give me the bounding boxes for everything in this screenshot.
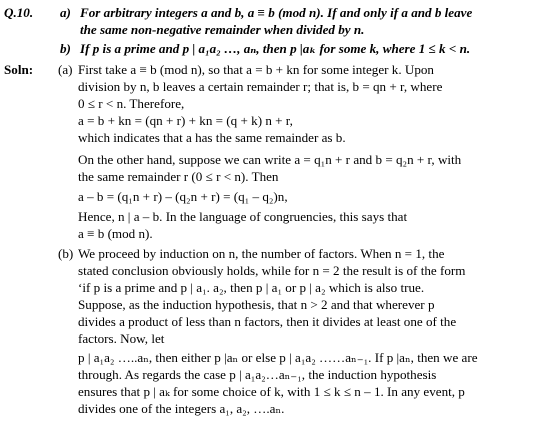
part-b-label: b) <box>60 41 71 56</box>
solution-a-line: On the other hand, suppose we can write a = q₁n + r and b = q₂n + r, with <box>78 152 462 167</box>
solution-b-line: divides one of the integers a₁, a₂, ….aₙ. <box>78 401 285 416</box>
solution-a-line: the same remainder r (0 ≤ r < n). Then <box>78 169 279 184</box>
solution-b-line: through. As regards the case p | a₁a₂…aₙ₋₁, the induction hypothesis <box>78 367 437 382</box>
solution-b-label: (b) <box>58 246 74 261</box>
question-b-line-1: If p is a prime and p | a₁a₂ …, aₙ, then p |aₖ for some k, where 1 ≤ k < n. <box>80 41 471 56</box>
solution-a-line: Hence, n | a – b. In the language of congruencies, this says that <box>78 209 408 224</box>
solution-a-line: which indicates that a has the same remainder as b. <box>78 130 346 145</box>
solution-b-line: ‘if p is a prime and p | a₁. a₂, then p | a₁ or p | a₂ which is also true. <box>78 280 425 295</box>
solution-b-line: stated conclusion obviously holds, while for n = 2 the result is of the form <box>78 263 466 278</box>
solution-b-line: We proceed by induction on n, the number of factors. When n = 1, the <box>78 246 445 261</box>
solution-a-line: a – b = (q₁n + r) – (q₂n + r) = (q₁ – q₂)n, <box>78 189 288 204</box>
solution-a-line: a = b + kn = (qn + r) + kn = (q + k) n + r, <box>78 113 293 128</box>
part-a-label: a) <box>60 5 71 20</box>
question-number: Q.10. <box>4 5 34 20</box>
solution-b-line: factors. Now, let <box>78 331 165 346</box>
question-a-line-1: For arbitrary integers a and b, a ≡ b (mod n). If and only if a and b leave <box>80 5 473 20</box>
solution-a-line: 0 ≤ r < n. Therefore, <box>78 96 185 111</box>
solution-a-label: (a) <box>58 62 73 77</box>
solution-a-line: First take a ≡ b (mod n), so that a = b + kn for some integer k. Upon <box>78 62 434 77</box>
solution-a-line: division by n, b leaves a certain remainder r; that is, b = qn + r, where <box>78 79 443 94</box>
solution-b-line: p | a₁a₂ …..aₙ, then either p |aₙ or else p | a₁a₂ ……aₙ₋₁. If p |aₙ, then we are <box>78 350 478 365</box>
question-a-line-2: the same non-negative remainder when divided by n. <box>80 22 365 37</box>
solution-b-line: Suppose, as the induction hypothesis, that n > 2 and that wherever p <box>78 297 435 312</box>
solution-a-line: a ≡ b (mod n). <box>78 226 153 241</box>
solution-b-line: ensures that p | aₖ for some choice of k, with 1 ≤ k ≤ n – 1. In any event, p <box>78 384 465 399</box>
solution-label: Soln: <box>4 62 34 77</box>
solution-b-line: divides a product of less than n factors, then it divides at least one of the <box>78 314 457 329</box>
